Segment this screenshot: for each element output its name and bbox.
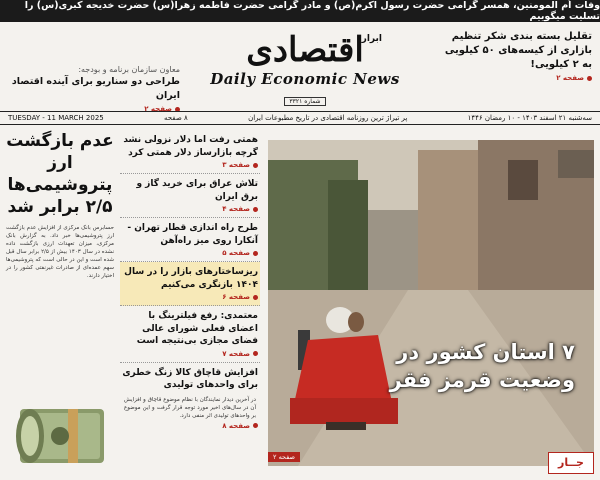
story-headline: طرح راه اندازی قطار تهران - آنکارا روی میز راه‌آهن [127,223,258,246]
page-ref-label: صفحه ۲ [556,74,584,82]
bullet-icon [253,423,258,428]
persian-date: سه‌شنبه ۲۱ اسفند ۱۴۰۳ - ۱۰ رمضان ۱۴۴۶ [467,114,592,122]
issue-number: شماره ۳۳۲۱ [284,97,325,106]
story-page [122,249,258,257]
left-teaser-headline: طراحی دو سناریو برای آینده اقتصاد ایران [11,76,180,101]
story-item-highlight[interactable] [120,262,260,306]
story-headline: معتمدی: رفع فیلترینگ با اعضای فعلی شورای عالی فضای مجازی بی‌نتیجه است [136,311,258,346]
story-item[interactable] [120,174,260,218]
story-page [122,205,258,213]
right-teaser[interactable] [434,30,592,82]
masthead [190,30,420,107]
lead-headline[interactable]: عدم بازگشت ارز پتروشیمی‌ها ۲/۵ برابر شد [6,131,114,217]
story-headline: همتی رفت اما دلار نزولی نشد گرچه بازارساز دلار همتی کرد [123,135,258,158]
masthead-english: Daily Economic News [210,70,400,88]
bullet-icon [253,163,258,168]
page-ref-label: صفحه ۳ [222,161,250,169]
page-ref-label: صفحه ۴ [222,205,250,213]
page-ref-label: صفحه ۸ [222,421,250,430]
bullet-icon [253,251,258,256]
story-page [122,293,258,301]
story-body: در آخرین دیدار نمایندگان با نظام موضوع قاچاق و افزایش آن در سال‌های اخیر مورد توجه قرار گرفت و این موضوع بر واحدهای تولیدی اثر منفی دارد. [124,396,256,419]
lead-photo[interactable] [268,140,594,466]
photo-page-ref[interactable]: صفحه ۲ [268,452,300,462]
story-headline: افزایش قاچاق کالا زنگ خطری برای واحدهای تولیدی [122,367,258,390]
masthead-prefix: ابرار [361,34,382,44]
story-item[interactable] [120,130,260,174]
bullet-icon [253,295,258,300]
page-ref-label: صفحه ۵ [222,249,250,257]
story-page [122,350,258,358]
story-page [122,161,258,169]
left-teaser-kicker: معاون سازمان برنامه و بودجه: [78,65,180,74]
news-column [120,130,260,476]
story-item[interactable] [120,306,260,363]
right-teaser-page [434,74,592,82]
page-ref-label: صفحه ۷ [222,349,250,358]
story-headline: تلاش عراق برای خرید گاز و برق ایران [136,179,258,202]
bullet-icon [253,207,258,212]
price: ۸ صفحه [164,114,188,122]
lead-body: حسابرس بانک مرکزی از افزایش عدم بازگشت ارز پتروشیمی‌ها خبر داد. به گزارش بانک مرکزی، میزان تعهدات ارزی بازگشت داده نشده در سال ۱۴۰۳ بیش از ۲/۵ برابر سال قبل شده است و این در حالی است که پتروشیمی‌ها سهم عمده‌ای از صادرات غیرنفتی کشور را در اختیار دارند. [6,225,114,279]
story-page [122,422,258,430]
page-ref-label: صفحه ۶ [222,293,250,301]
story-item[interactable] [120,363,260,434]
left-teaser[interactable] [10,64,180,113]
money-roll-image [10,395,110,467]
jaar-logo: جــار [548,452,594,474]
bullet-icon [253,351,258,356]
story-item[interactable] [120,218,260,262]
lead-column [6,130,114,476]
english-date: TUESDAY - 11 MARCH 2025 [8,114,104,122]
photo-headline-line2: وضعیت قرمز فقر [389,368,575,392]
masthead-title: اقتصادی [246,30,364,70]
dateline [0,111,600,125]
page-ref-label: صفحه ۲ [144,105,172,113]
photo-headline-line1: ۷ استان کشور در [396,340,575,364]
tagline: پر تیراژ ترین روزنامه اقتصادی در تاریخ مطبوعات ایران [248,114,408,122]
bullet-icon [587,76,592,81]
top-banner: وفات اُم المومنین، همسر گرامی حضرت رسول اکرم(ص) و مادر گرامی حضرت فاطمه زهرا(س) حضرت خدیجه کبری(س) را تسلیت میگوییم [0,0,600,22]
photo-caption[interactable] [275,338,575,394]
right-teaser-headline: تقلیل بسته بندی شکر تنظیم بازاری از کیسه‌های ۵۰ کیلویی به ۲ کیلویی! [444,31,592,70]
story-headline: ریزساختارهای بازار را در سال ۱۴۰۴ بازنگری می‌کنیم [124,267,258,290]
